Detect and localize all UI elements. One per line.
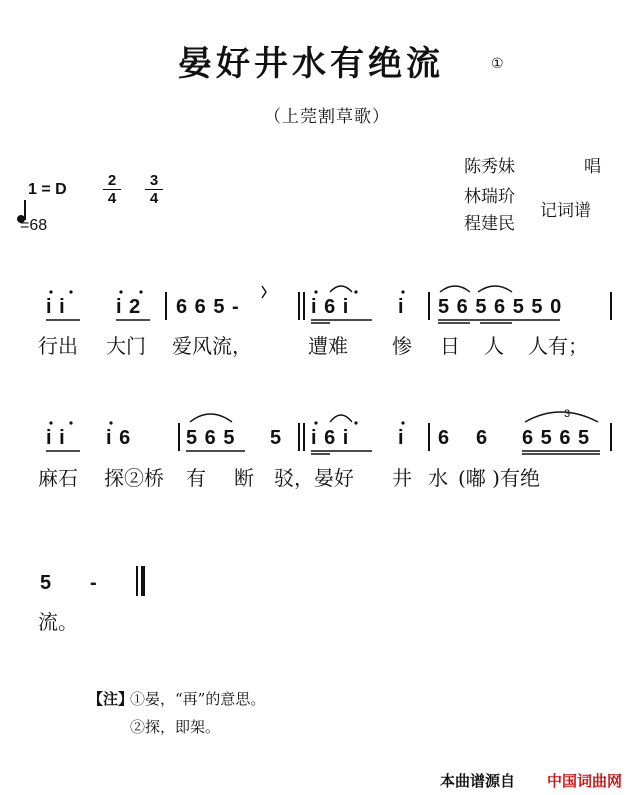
footer-site-link[interactable]: 中国词曲网 [547, 772, 623, 790]
line3-note-group: 5 [40, 572, 53, 594]
triplet-mark: 3 [564, 408, 571, 420]
line2-note-group: i [398, 427, 405, 449]
singer-name: 陈秀妹 [464, 157, 515, 177]
breath-mark [262, 286, 266, 298]
time-sig-denominator: 4 [145, 189, 163, 207]
line2-note-group: 6 [438, 427, 451, 449]
line2-lyric: (嘟 )有绝 [458, 466, 540, 490]
line3-note-group: - [90, 572, 98, 594]
line1-note-group: i [398, 296, 405, 318]
annotation-label: 【注】 [88, 690, 134, 708]
recorder-role: 记词谱 [540, 201, 591, 221]
recorder-name-1: 林瑞玠 [464, 187, 515, 207]
line1-lyric: 人 [484, 334, 504, 358]
song-subtitle: （上莞割草歌） [264, 107, 390, 127]
annotation-note-1: ①晏，“再”的意思。 [130, 690, 266, 708]
line2-lyric: 断 [234, 466, 254, 490]
line1-note-group: i 2 [116, 296, 142, 318]
line2-note-group: 6 5 6 5 [522, 427, 591, 449]
line2-note-group: 6 [476, 427, 489, 449]
line1-lyric: 惨 [392, 334, 412, 358]
line1-lyric: 人有； [528, 334, 588, 358]
line2-note-group: 5 [270, 427, 283, 449]
recorder-name-2: 程建民 [464, 214, 515, 234]
line1-note-group: 6 6 5 - [176, 296, 240, 318]
line1-lyric: 行出 [38, 334, 78, 358]
slur [440, 286, 470, 292]
line1-lyric: 日 [440, 334, 460, 358]
time-sig-numerator: 3 [149, 172, 159, 189]
line2-lyric: 驳，晏好 [274, 466, 354, 490]
line2-lyric: 井 [392, 466, 412, 490]
slur [190, 414, 232, 422]
line2-lyric: 水 [428, 466, 448, 490]
slur [478, 286, 512, 292]
time-sig-denominator: 4 [103, 189, 121, 207]
singer-role: 唱 [584, 157, 601, 177]
key-signature: 1 = D [28, 181, 67, 198]
line1-note-group: 5 6 5 6 5 5 0 [438, 296, 563, 318]
line3-lyric: 流。 [38, 610, 78, 634]
annotation-note-2: ②探，即架。 [130, 718, 221, 736]
tempo-marking: =68 [20, 217, 48, 234]
footer-source-text: 本曲谱源自 [440, 772, 516, 790]
slur [330, 415, 352, 422]
line2-note-group: 5 6 5 [186, 427, 236, 449]
line1-lyric: 遭难 [308, 334, 348, 358]
line2-note-group: i 6 i [311, 427, 350, 449]
line2-lyric: 有 [186, 466, 206, 490]
slur [330, 286, 352, 292]
line2-lyric: 探②桥 [104, 466, 164, 490]
title-footnote-marker: ① [491, 56, 504, 72]
line2-note-group: i 6 [106, 427, 132, 449]
line1-note-group: i i [46, 296, 66, 318]
line1-lyric: 爱风流， [172, 334, 252, 358]
line2-lyric: 麻石 [38, 466, 78, 490]
line2-note-group: i i [46, 427, 66, 449]
line1-note-group: i 6 i [311, 296, 350, 318]
time-sig-numerator: 2 [107, 172, 117, 189]
song-title: 晏好井水有绝流 [178, 44, 444, 84]
line1-lyric: 大门 [106, 334, 146, 358]
slur [525, 412, 598, 422]
